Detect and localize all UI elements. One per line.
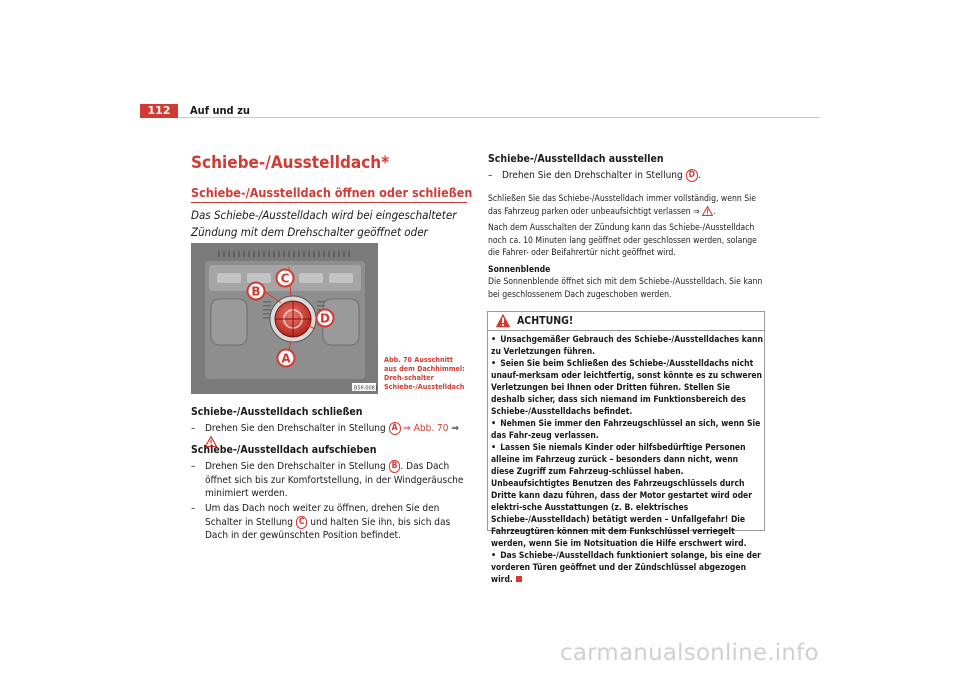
end-marker-icon: [516, 576, 522, 582]
page-title: Schiebe-/Ausstelldach*: [191, 153, 390, 173]
position-badge-b: B: [389, 460, 401, 473]
step-dash: –: [488, 170, 493, 181]
open-step-2: – Um das Dach noch weiter zu öffnen, drehen Sie den Schalter in Stellung C und halten Sie ihn, bis sich das Dach in der gewünschten Position befindet.: [191, 503, 451, 541]
section-heading: Schiebe-/Ausstelldach öffnen oder schließen: [191, 185, 473, 200]
header-rule: [178, 117, 820, 118]
warning-icon: [495, 313, 511, 328]
position-badge-d: D: [686, 169, 698, 182]
warning-item: • Nehmen Sie immer den Fahrzeugschlüssel an sich, wenn Sie das Fahr-zeug verlassen.: [491, 419, 761, 441]
watermark: carmanualsonline.info: [560, 640, 819, 666]
note-close-roof: Schließen Sie das Schiebe-/Ausstelldach immer vollständig, wenn Sie das Fahrzeug parken oder unbeaufsichtigt verlassen ⇒ .: [488, 194, 757, 217]
svg-text:B: B: [251, 284, 261, 299]
warning-item: • Das Schiebe-/Ausstelldach funktioniert solange, bis eine der vorderen Türen geöffnet und der Zündschlüssel abgezogen wird.: [491, 551, 761, 585]
position-badge-a: A: [389, 422, 401, 435]
figure-caption: Abb. 70 Ausschnitt aus dem Dachhimmel: Dreh-schalter Schiebe-/Ausstelldach: [384, 355, 465, 391]
warning-rule: [487, 330, 765, 331]
note-ignition-off: Nach dem Ausschalten der Zündung kann das Schiebe-/Ausstelldach noch ca. 10 Minuten lang geöffnet oder geschlossen werden, solange die Fahrer- oder Beifahrertür nicht geöffnet wird.: [488, 223, 757, 258]
chapter-title: Auf und zu: [190, 104, 250, 117]
figure-label-d: [317, 310, 334, 327]
sunroof-switch-figure: [191, 243, 378, 394]
warning-item: • Unsachgemäßer Gebrauch des Schiebe-/Ausstelldaches kann zu Verletzungen führen.: [491, 335, 763, 357]
warning-list: [491, 334, 763, 586]
tilt-heading: Schiebe-/Ausstelldach ausstellen: [488, 153, 664, 165]
figure-label-a: [278, 350, 295, 367]
figure-label-b: [248, 283, 265, 300]
svg-text:A: A: [281, 351, 291, 366]
position-badge-c: C: [296, 516, 308, 529]
step-dash: –: [191, 503, 196, 514]
sunshade-text: Die Sonnenblende öffnet sich mit dem Schiebe-/Ausstelldach. Sie kann bei geschlossenem Dach zugeschoben werden.: [488, 277, 763, 300]
step-dash: –: [191, 423, 196, 434]
page-number: 112: [140, 104, 178, 118]
warning-item: • Seien Sie beim Schließen des Schiebe-/Ausstelldachs nicht unauf-merksam oder leichtfertig, sonst könnte es zu schweren Verletzungen bei Ihnen oder Dritten führen. Stellen Sie deshalb sicher, dass sich niemand im Funktionsbereich des Schiebe-/Ausstelldachs befindet.: [491, 359, 762, 417]
tilt-step: – Drehen Sie den Drehschalter in Stellung D .: [488, 170, 701, 181]
step-dash: –: [191, 461, 196, 472]
close-heading: Schiebe-/Ausstelldach schließen: [191, 406, 363, 418]
warning-triangle-icon: [702, 206, 713, 216]
svg-text:C: C: [280, 271, 290, 286]
sunshade-heading: Sonnenblende: [488, 265, 551, 275]
figure-label-c: [277, 270, 294, 287]
section-rule: [191, 202, 467, 203]
open-heading: Schiebe-/Ausstelldach aufschieben: [191, 444, 377, 456]
svg-text:D: D: [320, 311, 330, 326]
warning-title: ACHTUNG!: [517, 315, 574, 327]
open-step-1: – Drehen Sie den Drehschalter in Stellung B . Das Dach öffnet sich bis zur Komfortstellung, in der Windgeräusche minimiert werden.: [191, 461, 464, 499]
figure-code: B5P-0081: [354, 385, 378, 392]
warning-item: • Lassen Sie niemals Kinder oder hilfsbedürftige Personen alleine im Fahrzeug zurück – besonders dann nicht, wenn diese Zugriff zum Fahrzeug-schlüssel haben. Unbeaufsichtigtes Benutzen des Fahrzeugschlüssels durch Dritte kann dazu führen, dass der Motor gestartet wird oder elektri-sche Ausstattungen (z. B. elektrisches Schiebe-/Ausstelldach) betätigt werden – Unfallgefahr! Die Fahrzeugtüren können mit dem Funkschlüssel verriegelt werden, wenn Sie im Notsituation die Hilfe erschwert wird.: [491, 443, 753, 549]
close-step: – Drehen Sie den Drehschalter in Stellung A ⇒ Abb. 70 ⇒: [191, 422, 471, 449]
section-intro: Das Schiebe-/Ausstelldach wird bei eingeschalteter Zündung mit dem Drehschalter geöffnet oder: [191, 208, 457, 239]
figure-link[interactable]: ⇒ Abb. 70: [403, 423, 449, 434]
